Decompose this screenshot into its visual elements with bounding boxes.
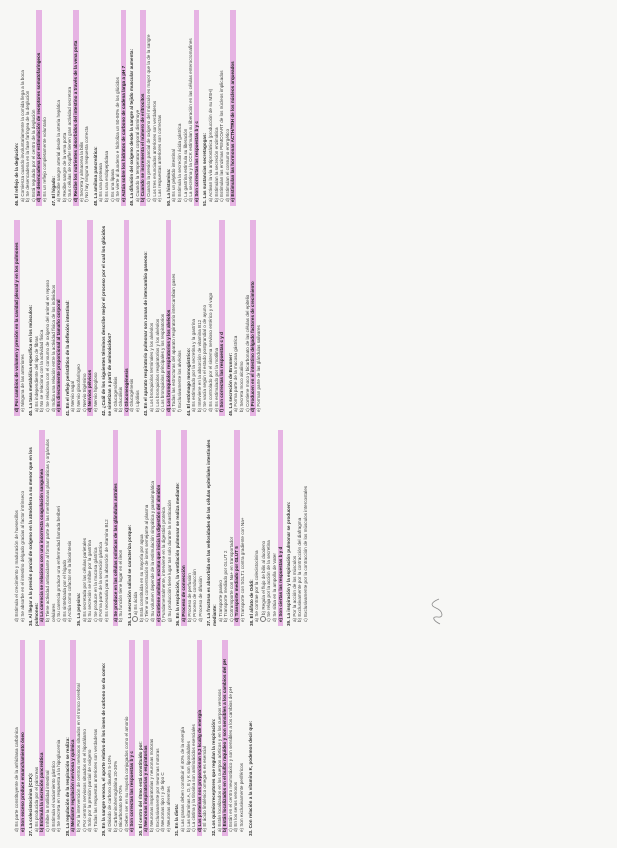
- question-text: 36. En la respiración, la ventilación pulmonar se realiza mediante:: [175, 482, 181, 626]
- answer-option: a) Es un péptido intestinal: [171, 149, 177, 202]
- question-text: 27. La colecistocinina (CCK):: [28, 772, 34, 836]
- answer-option: c) Su carencia produce una enfermedad llamada beriberi: [56, 506, 62, 622]
- question-text: 37. La fructosa es absorbida en las vellosidades de las células epiteliales intestinales mediante:: [206, 439, 217, 626]
- answer-option: e) Actúa como cofactor en la biosíntesis: [67, 540, 73, 622]
- answer-option: a) Es ácida: [132, 430, 139, 626]
- answer-option: e) Se secreta en respuesta a la hipoglucemia: [56, 739, 62, 832]
- answer-option: a) Cuando la temperatura corporal disminuye: [134, 109, 140, 202]
- question-block: [211, 640, 245, 836]
- highlighted-answer: d) Transporte mediado por GLUT 5: [234, 430, 240, 626]
- answer-option: e) Neuronas aferentes: [165, 786, 171, 832]
- answer-option: d) Es parte constituyente de la anhidrasa carbónica: [14, 727, 19, 832]
- answer-option: b) Regula el flujo de bilis al duodeno: [260, 430, 267, 626]
- answer-option: e) Forman parte de las glándulas salivares: [255, 325, 261, 412]
- question-text: 33. Con relación a la vitamina K, podemos decir que:: [247, 720, 253, 836]
- answer-option: c) Cotransporte con Na+ en transportador: [228, 536, 234, 622]
- answer-option: d) Es sintetizada por el hígado: [61, 559, 67, 622]
- answer-option: b) Por la intervención de centros nerviosos situados en el tronco cerebral: [75, 683, 81, 832]
- highlighted-answer: e) Es directamente proporcional al tamaño corporal: [56, 220, 62, 416]
- question-text: 51. Las sustancias secretagogas:: [202, 132, 208, 206]
- highlighted-answer: d) Por cambios de volumen y presión en la cavidad pleural y en los pulmones: [14, 220, 20, 416]
- question-block: [143, 220, 182, 416]
- answer-option: a) Recibe sangre arterial desde la arteria hepática: [56, 100, 62, 202]
- answer-option: a) Comienza cuando involuntariamente la comida llega a la boca: [19, 70, 25, 202]
- answer-option: e) Es un reflejo completamente voluntario: [41, 117, 47, 202]
- answer-option: e) Transporte con SGLT1 contra gradiente con Na+: [239, 517, 245, 622]
- question-block: [14, 640, 25, 836]
- answer-option: c) Estimulan las enzimas PEMCOART de los núcleos implicados: [219, 70, 225, 202]
- answer-option: b) Es una endopeptidasa: [103, 150, 109, 202]
- answer-option: d) Se vierte al duodeno e hidroliza un 50-80% de los glúcidos: [115, 77, 121, 202]
- answer-option: c) Exclusivamente por la contracción de los músculos intercostales: [302, 485, 308, 622]
- answer-option: e) Se absorbe en el intestino delgado gracias al factor intrínseco: [19, 490, 25, 622]
- answer-option: c) Tiene una concentración de iones semejante al plasma: [144, 504, 150, 622]
- question-text: 32. Los quimiorreceptores que regulan la respiración:: [211, 718, 216, 836]
- answer-option: d) Deben ser en su mayoría conjugados como el amonio: [123, 716, 129, 832]
- highlighted-answer: e) Son correctas las respuestas b y c: [129, 640, 135, 836]
- answer-option: e) Nervio hipogloso: [92, 372, 98, 412]
- highlighted-answer: e) Son exceso produce ensanchamiento óseo: [20, 640, 26, 836]
- question-block: [28, 640, 62, 836]
- answer-option: a) Es estimulado por la secretina y la gastrina: [191, 319, 197, 412]
- question-block: [129, 10, 163, 206]
- question-text: 47. El hígado:: [50, 176, 56, 206]
- highlighted-answer: e) Estimulan las hormonas ACTH/TRH de los núcleos arqueados: [230, 10, 236, 206]
- answer-option: e) Las respuestas anteriores son correctas: [157, 114, 163, 202]
- answer-option: b) Carbaminohemoglobina 20-30%: [112, 760, 118, 832]
- answer-option: e) Todas las estructuras del aparato respiratorio intercambian gases: [171, 273, 177, 412]
- answer-option: d) Su volumen depende de la estimulación simpática y parasimpática: [150, 481, 156, 622]
- answer-option: b) Se desencadena en la fase faríngea de la deglución: [25, 90, 31, 202]
- question-block: [93, 10, 127, 206]
- question-block: [101, 220, 140, 416]
- highlighted-answer: d) Los bronquiolos respiratorios y los alvéolos: [166, 220, 172, 416]
- question-text: 43. En el aparato respiratorio pulmonar son zonas de intercambio gaseoso:: [143, 251, 149, 416]
- answer-option: d) Estimula el crecimiento y maduración de huesecillos: [14, 510, 19, 622]
- question-block: [113, 430, 124, 626]
- highlighted-answer: c) Gluconeogénesis: [124, 220, 130, 416]
- answer-option: f) Exclusivamente los alvéolos: [177, 350, 183, 412]
- answer-option: a) Activan la vía antiprostánica (producción de su MSH): [208, 88, 213, 202]
- question-block: [248, 640, 254, 836]
- answer-option: c) La gastrina estimula su liberación: [182, 128, 188, 202]
- answer-option: b) Recibe sangre de la vena porta: [61, 132, 67, 202]
- question-block: [286, 430, 308, 626]
- answer-option: a) Están localizados en los cuerpos aórticos y en los cuerpos venosos: [216, 689, 222, 832]
- answer-option: c) La cistina y la tirosina son aminoácidos esenciales: [191, 724, 197, 832]
- answer-option: f) No hay ninguna respuesta correcta: [84, 126, 90, 202]
- answer-option: g) Su producción tiene lugar tan solo durante la masticación: [166, 499, 172, 622]
- question-block: [174, 640, 208, 836]
- answer-option: b) Las vitaminas A, D, E y K son liposolubles: [185, 741, 191, 832]
- answer-option: e) El ácido linolénico omega-6 es esencial: [202, 746, 208, 832]
- column-1: [14, 640, 256, 836]
- answer-option: e) Es necesaria para la absorción de vitamina B12: [103, 519, 109, 622]
- question-block: [14, 10, 48, 206]
- question-text: 34. Al llegar a la presión parcial de oxígeno en la atmósfera a su menor que en los pulmones:: [28, 447, 39, 626]
- question-text: 28. La regulación de la respiración se realiza:: [64, 737, 70, 836]
- highlighted-answer: a) La carencia se relaciona con una incorrecta coagulación sanguínea: [39, 430, 45, 626]
- answer-option: b) Los bronquiolos respiratorios y los alvéolos: [154, 318, 160, 412]
- handwritten-scribble: [430, 596, 444, 626]
- question-text: 40. La tasa metabólica específica en los músculos:: [28, 304, 34, 416]
- answer-option: c) Contiene moco y bicarbonato de las células del epitelio: [244, 294, 250, 412]
- answer-option: b) Proceso de perfusión: [186, 573, 192, 622]
- highlighted-answer: d) Nervios pélvicos: [87, 220, 93, 416]
- highlighted-answer: d) Producen en el intestino delgado factores de crecimiento: [250, 220, 256, 416]
- question-block: [28, 220, 62, 416]
- answer-option: a) Se contrae por la colecistocinina: [254, 550, 260, 622]
- answer-option: b) Su función tiene lugar en el íleon: [118, 549, 124, 622]
- answer-option: c) Bicarbonato 60-70%: [118, 785, 124, 832]
- answer-option: d) Neuronas tipo I y de tipo C: [160, 772, 166, 832]
- answer-option: e) Es estimulado por la motilina: [213, 347, 219, 412]
- answer-option: d) Indica una relación entre la actividad física de los individuos: [50, 284, 56, 412]
- answer-option: a) Transporte pasivo: [217, 580, 223, 622]
- answer-option: e) Son exclusivamente periféricos: [238, 763, 244, 832]
- answer-option: a) Las grasas deben constituir el 40% de la energía: [180, 727, 186, 832]
- question-text: 41. En el reflejo peristáltico de la deflexión intestinal:: [64, 300, 70, 416]
- answer-option: c) Inhibe la motilidad intestinal: [44, 770, 50, 832]
- question-text: 30. El centro del ritmo está constituido por:: [137, 741, 143, 836]
- question-text: 49. La difusión del oxígeno desde la sangre al tejido muscular aumenta:: [129, 49, 135, 206]
- question-text: 48. La amilasa pancreática:: [92, 146, 98, 206]
- answer-option: b) Transporte mediado por GLUT 2: [223, 550, 229, 622]
- column-2: [14, 430, 312, 626]
- highlighted-answer: f) Son correctas las respuestas c y d: [219, 220, 225, 416]
- answer-option: d) Proceso de difusión: [197, 576, 203, 622]
- answer-option: b) Su secreción se inhibe por la gastrina: [87, 540, 93, 622]
- answer-option: e) Lipólisis: [134, 390, 140, 412]
- answer-option: b) Exclusivamente por la contracción del diafragma: [297, 517, 303, 622]
- answer-option: c) Los bronquiolos principales y los respiratorios: [160, 313, 166, 412]
- question-text: 29. En la sangre venosa, el aporte relativo de los iones de carbono se da como:: [101, 662, 107, 836]
- answer-option: c) Sus células de Kupffer tienen gran actividad secretora: [67, 86, 73, 202]
- answer-option: c) Cuando la presión parcial de oxígeno del músculo es mayor que la de la sangre: [146, 34, 152, 202]
- answer-option: f) Fundamentalmente, interviene en la digestión proteica: [161, 507, 167, 622]
- question-block: [51, 10, 90, 206]
- question-block: [28, 430, 73, 626]
- question-block: [228, 220, 262, 416]
- answer-option: a) Glucogenólisis: [112, 376, 118, 412]
- highlighted-answer: e) Contiene amilasa, enzima que inicia la digestión del almidón: [156, 430, 162, 626]
- question-text: 45. La secreción de Brunner:: [227, 352, 233, 416]
- answer-option: b) No se relaciona con la actividad física: [39, 329, 45, 412]
- answer-option: d) Estimulan el consumo energético: [224, 128, 230, 202]
- answer-option: c) Se produce en la mucosa gástrica: [92, 547, 98, 622]
- highlighted-answer: b) Estimula la secreción pancreática: [39, 640, 45, 836]
- answer-option: d) Se sitúa en la ampolla de Vater: [271, 553, 277, 622]
- answer-option: b) Glucólisis: [118, 386, 124, 412]
- answer-option: d) Glucogénesis: [129, 378, 135, 412]
- answer-option: c) Por centros nerviosos situados en el hipotálamo: [81, 729, 87, 832]
- answer-option: c) Es una lipasa: [109, 169, 115, 202]
- highlighted-answer: a) Neuronas inspiratorias y espiratorias: [143, 640, 149, 836]
- answer-option: c) Exclusivamente por neuronas motoras: [154, 748, 160, 832]
- question-block: [101, 640, 135, 836]
- question-block: [206, 430, 245, 626]
- question-text: 42. ¿Cuál de los siguientes términos describe mejor el proceso por el cual los glúcidos se sintetizan a partir de aminoácidos?: [101, 225, 112, 416]
- column-4: [14, 10, 239, 206]
- question-block: [166, 10, 200, 206]
- question-text: 31. En la dieta:: [174, 803, 180, 836]
- answer-option: d) Forma parte de la secreción gástrica: [98, 542, 104, 622]
- answer-option: d) La secretina y la CCK estimulan su liberación en las células enterocromafines: [188, 38, 194, 202]
- question-block: [138, 640, 172, 836]
- answer-option: a) Nervio vagal: [70, 381, 76, 412]
- answer-option: a) Es independiente del tipo de fibras: [33, 336, 39, 412]
- answer-option: a) Los bronquiolos terminales y los alvéolos: [149, 322, 155, 412]
- answer-option: d) Estimula el vaciamiento gástrico: [50, 761, 56, 832]
- question-text: 44. El estómago monogástrico:: [185, 347, 191, 416]
- answer-option: a) Por la acción de los músculos: [291, 555, 297, 622]
- answer-option: b) Interviene en la absorción de vitamina B12: [196, 319, 202, 412]
- highlighted-answer: a) Proceso de convección: [181, 430, 187, 626]
- question-block: [186, 220, 225, 416]
- question-block: [76, 430, 110, 626]
- answer-option: b) Secreta moco alcalino: [238, 361, 244, 412]
- highlighted-answer: d) Se desencadena por estimulación de receptores somatofaríngeos: [36, 10, 42, 206]
- question-block: [127, 430, 173, 626]
- answer-option: d) Los tres enunciados anteriores son verdaderos: [151, 100, 157, 202]
- answer-option: a) Es una proteasa: [98, 163, 104, 202]
- highlighted-answer: e) Actúa sobre los hidratos de carbono de cadena larga a pH 7: [121, 10, 127, 206]
- answer-option: d) En los senos venosos: [233, 781, 239, 832]
- question-text: 46. El reflejo de la deglución:: [14, 142, 19, 206]
- answer-option: e) Ninguna de las anteriores: [19, 354, 25, 412]
- question-block: [65, 220, 99, 416]
- answer-option: c) Se relaja por la acción de la secretina: [266, 540, 272, 622]
- answer-option: c) Se vacía según el estado postprandial o de ayuno: [202, 304, 208, 412]
- answer-option: c) Se relaciona con el consumo de oxígeno del animal en reposo: [44, 279, 50, 412]
- question-block: [249, 430, 284, 626]
- highlighted-answer: a) Se produce en las células oxínticas de las glándulas antrales: [113, 430, 119, 626]
- answer-option: c) Está regulado por el centro de la deglución: [30, 109, 36, 202]
- answer-option: e) Secreta y almacena la bilis: [78, 141, 84, 202]
- question-text: 35. La pepsina:: [75, 592, 81, 626]
- highlighted-answer: e) Son ciertas las respuestas b y d: [278, 430, 284, 626]
- question-block: [14, 430, 25, 626]
- answer-option: c) Están en el centro neumotáxico y son sensibles a los cambios de pH: [227, 686, 233, 832]
- highlighted-answer: d) Las proteínas nos proporcionan 9,3 kcal/g de energía: [197, 640, 203, 836]
- question-text: 35. La secreción salival se caracteriza porque:: [126, 524, 132, 626]
- question-block: [65, 640, 99, 836]
- answer-option: d) Solo por la presión parcial de oxígeno: [87, 749, 93, 832]
- highlighted-answer: d) Recibe los nutrientes absorbidos del intestino a través de la vena porta: [73, 10, 79, 206]
- answer-option: a) Es secretada por las células parietales: [81, 537, 87, 622]
- highlighted-answer: b) Están localizados en el bulbo raquídeo y son sensibles a los cambios del pH: [222, 640, 228, 836]
- highlighted-answer: b) Cuando se incrementa el número de eritrocitos: [140, 10, 146, 206]
- answer-option: c) Proceso de conducción: [192, 569, 198, 622]
- answer-option: c) Nervio trigémino: [81, 373, 87, 412]
- answer-option: a) Dióxido de carbono disuelto 5-10%: [106, 755, 112, 832]
- question-text: 50. La histamina:: [165, 168, 171, 206]
- answer-option: a) Es producida por el páncreas: [33, 766, 39, 832]
- question-block: [14, 220, 25, 416]
- answer-option: d) Es controlado por el sistema nervioso entérico y el vago: [208, 292, 213, 412]
- answer-option: a) Forma parte de la mucosa gástrica: [233, 335, 239, 412]
- answer-option: e) Todas las respuestas anteriores son verdaderas: [92, 728, 98, 832]
- answer-option: b) Estimula la secreción ácida gástrica: [177, 123, 183, 202]
- question-block: [175, 430, 203, 626]
- answer-option: b) Estimulan la secreción enzimática: [213, 127, 219, 202]
- column-3: [14, 220, 264, 416]
- question-text: 38. El alifato de Oddi:: [248, 579, 254, 626]
- answer-option: b) Está constituida en su mayoría por agua: [138, 534, 144, 622]
- answer-option: b) Tiene actividad antioxidante al formar parte de las membranas plasmáticas y orgánulos celulares: [44, 439, 56, 622]
- answer-option: b) Neuronas inspiratorias y neuronas motoras: [149, 738, 155, 832]
- question-block: [202, 10, 236, 206]
- question-text: 39. La inspiración y la espiración pulmonar se producen:: [286, 501, 292, 626]
- answer-option: b) Nervio glosofaríngeo: [75, 364, 81, 412]
- highlighted-answer: e) Son correctas las respuestas b y c: [194, 10, 200, 206]
- highlighted-answer: a) Mediante regulación nerviosa y química: [70, 640, 76, 836]
